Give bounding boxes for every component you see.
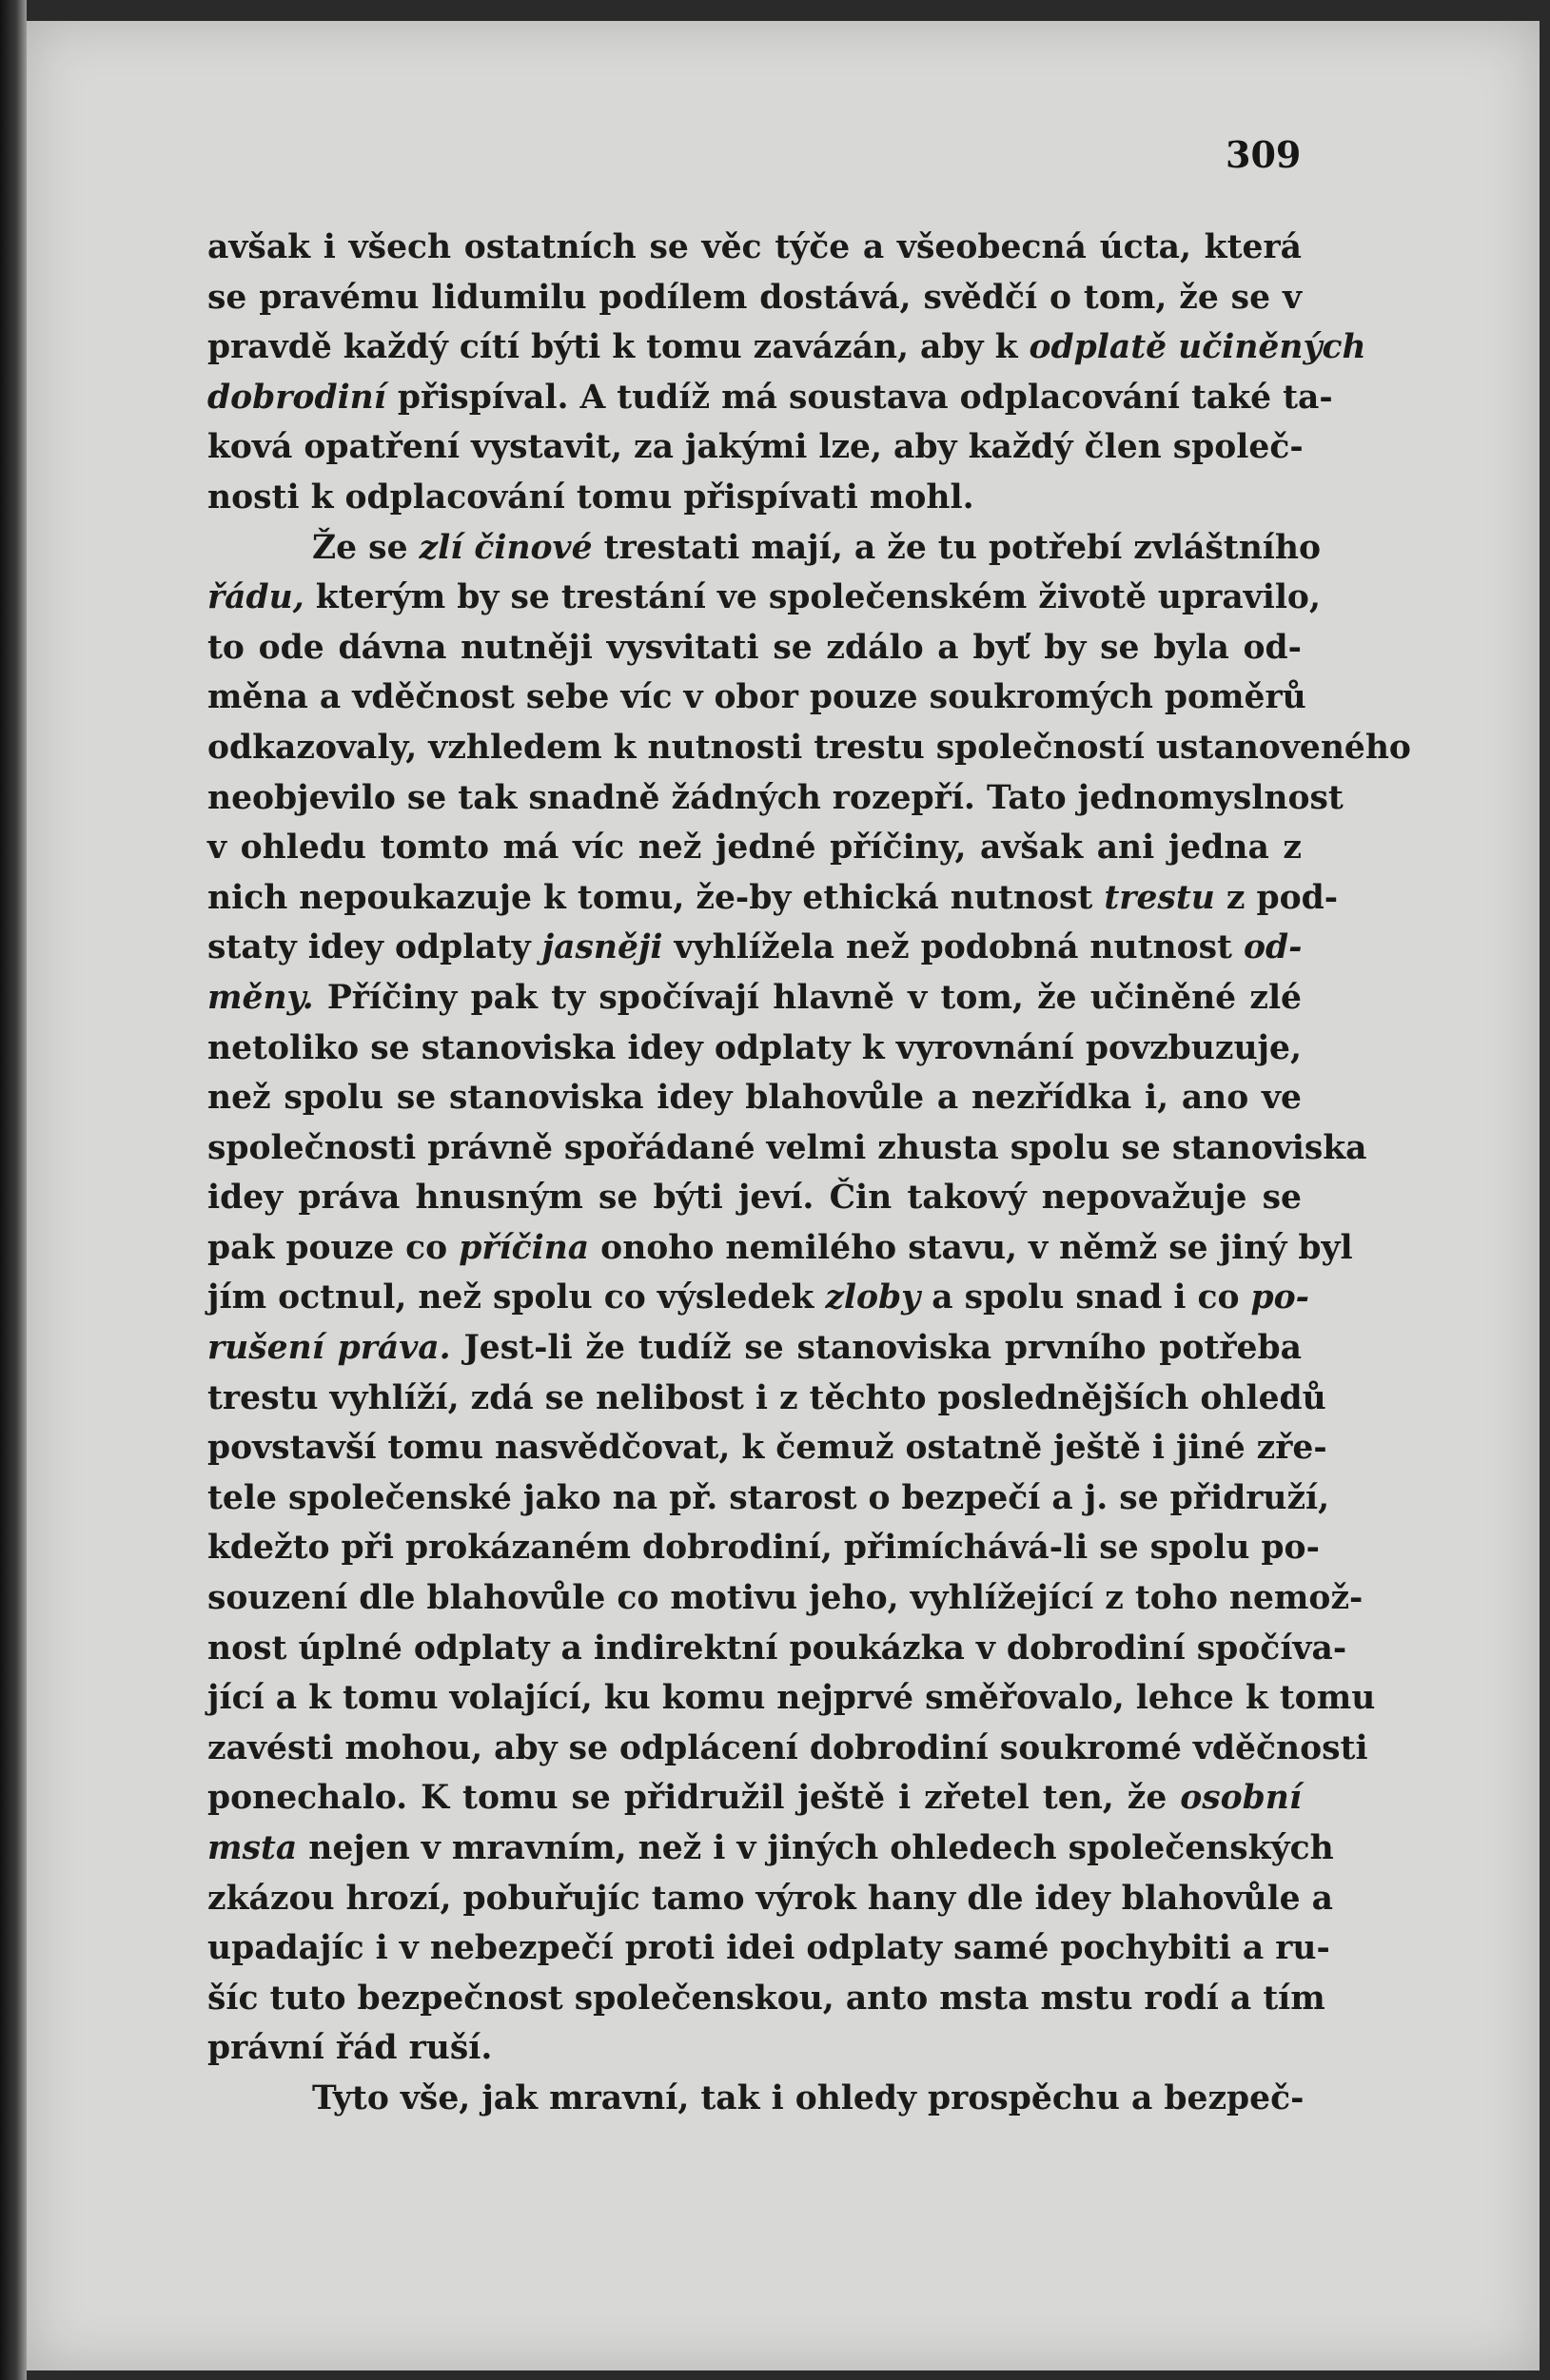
text-line xyxy=(207,1123,1367,1174)
text-segment: a spolu snad i co xyxy=(920,1278,1251,1317)
text-line xyxy=(207,223,1302,273)
text-line xyxy=(207,1073,1302,1123)
text-segment: v ohledu tomto má víc než jedné příčiny, avšak ani jedna z xyxy=(207,829,1302,868)
text-line xyxy=(207,723,1411,773)
text-segment: z pod- xyxy=(1214,878,1339,917)
text-line xyxy=(207,873,1339,924)
text-line xyxy=(207,623,1302,673)
emphasized-text: msta xyxy=(207,1829,298,1867)
text-line xyxy=(207,2074,1305,2124)
text-segment: ponechalo. K tomu se přidružil ještě i zřetel ten, že xyxy=(207,1779,1181,1818)
emphasized-text: trestu xyxy=(1104,878,1215,917)
text-line xyxy=(207,1423,1327,1473)
text-segment: zavésti mohou, aby se odplácení dobrodiní soukromé vděčnosti xyxy=(207,1728,1368,1767)
text-segment: to ode dávna nutněji vysvitati se zdálo a byť by se byla od- xyxy=(207,628,1302,667)
text-segment: nejen v mravním, než i v jiných ohledech společenských xyxy=(297,1829,1334,1867)
text-segment: neobjevilo se tak snadně žádných rozepří. Tato jednomyslnost xyxy=(207,778,1344,817)
text-line xyxy=(207,1024,1302,1074)
text-segment: ková opatření vystavit, za jakými lze, aby každý člen společ- xyxy=(207,428,1304,467)
text-line xyxy=(207,1624,1347,1674)
text-line xyxy=(207,773,1344,824)
text-segment: onoho nemilého stavu, v němž se jiný byl xyxy=(589,1228,1353,1267)
emphasized-text: po- xyxy=(1250,1278,1309,1317)
text-line xyxy=(207,1473,1330,1524)
emphasized-text: odplatě učiněných xyxy=(1029,328,1366,367)
text-line xyxy=(207,1673,1376,1724)
text-segment: se pravému lidumilu podílem dostává, svědčí o tom, že se v xyxy=(207,278,1302,317)
text-line xyxy=(207,322,1366,373)
text-line xyxy=(207,523,1321,574)
text-line xyxy=(207,1374,1326,1424)
emphasized-text: zloby xyxy=(825,1278,921,1317)
text-segment: právní řád ruší. xyxy=(207,2029,493,2068)
page-binding-shadow xyxy=(0,0,27,2380)
text-segment: Tyto vše, jak mravní, tak i ohledy prospěchu a bezpeč- xyxy=(312,2078,1305,2117)
text-line xyxy=(207,2023,1302,2074)
text-segment: avšak i všech ostatních se věc týče a všeobecná úcta, která xyxy=(207,228,1302,266)
emphasized-text: dobrodiní xyxy=(207,378,386,417)
text-line xyxy=(207,1573,1364,1624)
text-segment: pak pouze co xyxy=(207,1228,460,1267)
book-page xyxy=(27,21,1540,2370)
text-segment: jím octnul, než spolu co výsledek xyxy=(207,1278,826,1317)
text-segment: tele společenské jako na př. starost o bezpečí a j. se přidruží, xyxy=(207,1478,1330,1517)
text-segment: šíc tuto bezpečnost společenskou, anto msta mstu rodí a tím xyxy=(207,1979,1325,2018)
text-segment: Jest-li že tudíž se stanoviska prvního potřeba xyxy=(450,1329,1302,1368)
text-segment: nosti k odplacování tomu přispívati mohl. xyxy=(207,478,974,517)
text-line xyxy=(207,923,1302,973)
emphasized-text: rušení práva. xyxy=(207,1329,451,1368)
text-segment: nost úplné odplaty a indirektní poukázka v dobrodiní spočíva- xyxy=(207,1629,1347,1668)
text-line xyxy=(207,1923,1330,1974)
text-line xyxy=(207,422,1302,473)
text-line xyxy=(207,1323,1302,1374)
text-segment: kdežto při prokázaném dobrodiní, přimíchává-li se spolu po- xyxy=(207,1529,1320,1568)
text-segment: měna a vděčnost sebe víc v obor pouze soukromých poměrů xyxy=(207,678,1306,717)
text-line xyxy=(207,823,1302,873)
emphasized-text: řádu, xyxy=(207,578,304,617)
text-line xyxy=(207,1273,1309,1323)
text-line xyxy=(207,573,1321,623)
text-segment: zkázou hrozí, pobuřujíc tamo výrok hany dle idey blahovůle a xyxy=(207,1879,1333,1918)
text-segment: upadajíc i v nebezpečí proti idei odplaty samé pochybiti a ru- xyxy=(207,1929,1330,1968)
text-segment: společnosti právně spořádané velmi zhusta spolu se stanoviska xyxy=(207,1128,1367,1167)
text-segment: souzení dle blahovůle co motivu jeho, vyhlížející z toho nemož- xyxy=(207,1579,1364,1618)
text-line xyxy=(207,273,1302,323)
text-segment: přispíval. A tudíž má soustava odplacování také ta- xyxy=(385,378,1333,417)
text-line xyxy=(207,1223,1353,1274)
text-line xyxy=(207,973,1302,1024)
text-segment: staty idey odplaty xyxy=(207,928,542,967)
text-segment: idey práva hnusným se býti jeví. Čin takový nepovažuje se xyxy=(207,1179,1302,1218)
text-segment: kterým by se trestání ve společenském životě upravilo, xyxy=(304,578,1321,617)
emphasized-text: od- xyxy=(1244,928,1303,967)
text-segment: netoliko se stanoviska idey odplaty k vyrovnání povzbuzuje, xyxy=(207,1028,1302,1067)
text-line xyxy=(207,373,1333,423)
text-line xyxy=(207,1874,1333,1924)
emphasized-text: zlí činové xyxy=(419,528,593,567)
text-segment: nich nepoukazuje k tomu, že-by ethická nutnost xyxy=(207,878,1105,917)
text-line xyxy=(207,473,1302,523)
body-text xyxy=(207,223,1411,2124)
text-segment: vyhlížela než podobná nutnost xyxy=(662,928,1245,967)
text-segment: trestu vyhlíží, zdá se nelibost i z těchto poslednějších ohledů xyxy=(207,1378,1326,1417)
text-segment: než spolu se stanoviska idey blahovůle a nezřídka i, ano ve xyxy=(207,1079,1302,1118)
text-segment: povstavší tomu nasvědčovat, k čemuž ostatně ještě i jiné zře- xyxy=(207,1429,1327,1468)
emphasized-text: osobní xyxy=(1180,1779,1302,1818)
text-segment: pravdě každý cítí býti k tomu zavázán, aby k xyxy=(207,328,1030,367)
text-line xyxy=(207,1724,1368,1774)
page-number: 309 xyxy=(1226,133,1302,176)
emphasized-text: měny. xyxy=(207,978,314,1017)
text-segment: Příčiny pak ty spočívají hlavně v tom, že učiněné zlé xyxy=(313,978,1302,1017)
text-line xyxy=(207,1523,1320,1573)
text-line xyxy=(207,1824,1334,1874)
emphasized-text: jasněji xyxy=(541,928,663,967)
text-segment: jící a k tomu volající, ku komu nejprvé směřovalo, lehce k tomu xyxy=(207,1679,1376,1718)
text-segment: Že se xyxy=(312,528,420,567)
text-segment: trestati mají, a že tu potřebí zvláštního xyxy=(592,528,1321,567)
emphasized-text: příčina xyxy=(459,1228,590,1267)
text-line xyxy=(207,1173,1302,1223)
text-line xyxy=(207,673,1306,723)
text-line xyxy=(207,1773,1302,1824)
text-segment: odkazovaly, vzhledem k nutnosti trestu společností ustanoveného xyxy=(207,728,1411,767)
text-line xyxy=(207,1974,1325,2024)
